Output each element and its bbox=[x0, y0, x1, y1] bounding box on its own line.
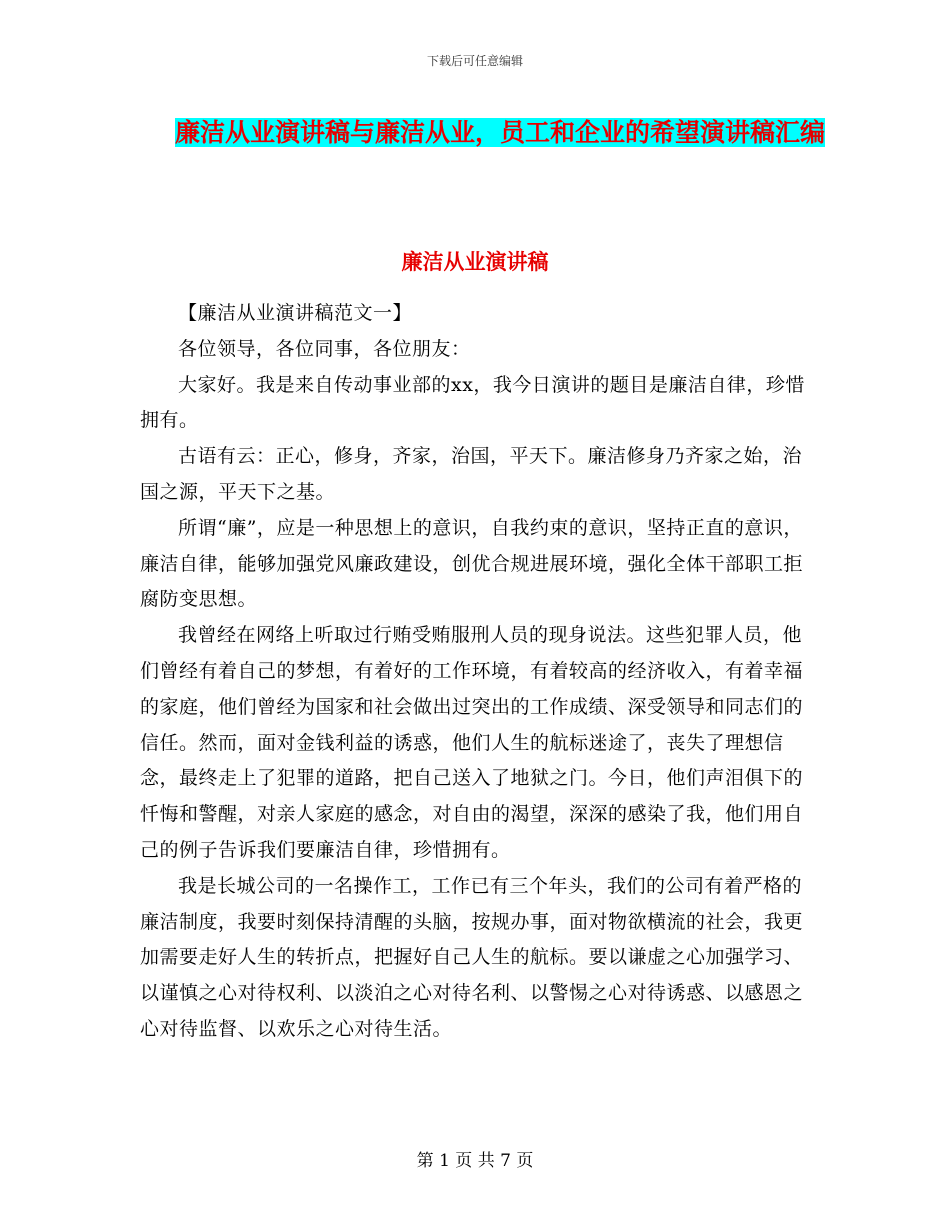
paragraph: 我曾经在网络上听取过行贿受贿服刑人员的现身说法。这些犯罪人员，他们曾经有着自己的梦想，有着好的工作环境，有着较高的经济收入，有着幸福的家庭，他们曾经为国家和社会做出过突出的工作成绩、深受领导和同志们的信任。然而，面对金钱利益的诱惑，他们人生的航标迷途了，丧失了理想信念，最终走上了犯罪的道路，把自己送入了地狱之门。今日，他们声泪俱下的忏悔和警醒，对亲人家庭的感念，对自由的渴望，深深的感染了我，他们用自己的例子告诉我们要廉洁自律，珍惜拥有。 bbox=[140, 624, 804, 861]
section-title: 廉洁从业演讲稿 bbox=[401, 250, 549, 274]
document-title bbox=[140, 110, 860, 156]
page-header-note: 下载后可任意编辑 bbox=[426, 54, 523, 68]
paragraph: 大家好。我是来自传动事业部的xx，我今日演讲的题目是廉洁自律，珍惜拥有。 bbox=[140, 373, 805, 432]
paragraph: 我是长城公司的一名操作工，工作已有三个年头，我们的公司有着严格的廉洁制度，我要时刻保持清醒的头脑，按规办事，面对物欲横流的社会，我更加需要走好人生的转折点，把握好自己人生的航标。要以谦虚之心加强学习、以谨慎之心对待权利、以淡泊之心对待名利、以警惕之心对待诱惑、以感恩之心对待监督、以欢乐之心对待生活。 bbox=[140, 874, 804, 1040]
paragraph: 古语有云：正心，修身，齐家，治国，平天下。廉洁修身乃齐家之始，治国之源，平天下之基。 bbox=[140, 445, 803, 503]
paragraph: 所谓“廉”，应是一种思想上的意识，自我约束的意识，坚持正直的意识，廉洁自律，能够加强党风廉政建设，创优合规进展环境，强化全体干部职工拒腐防变思想。 bbox=[140, 516, 804, 611]
paragraph-heading: 【廉洁从业演讲稿范文一】 bbox=[178, 302, 413, 324]
document-title-text: 廉洁从业演讲稿与廉洁从业，员工和企业的希望演讲稿汇编 bbox=[174, 118, 825, 147]
paragraph-greeting: 各位领导，各位同事，各位朋友： bbox=[178, 337, 471, 360]
document-body bbox=[140, 296, 812, 1048]
page-number-footer: 第 1 页 共 7 页 bbox=[416, 1151, 534, 1171]
